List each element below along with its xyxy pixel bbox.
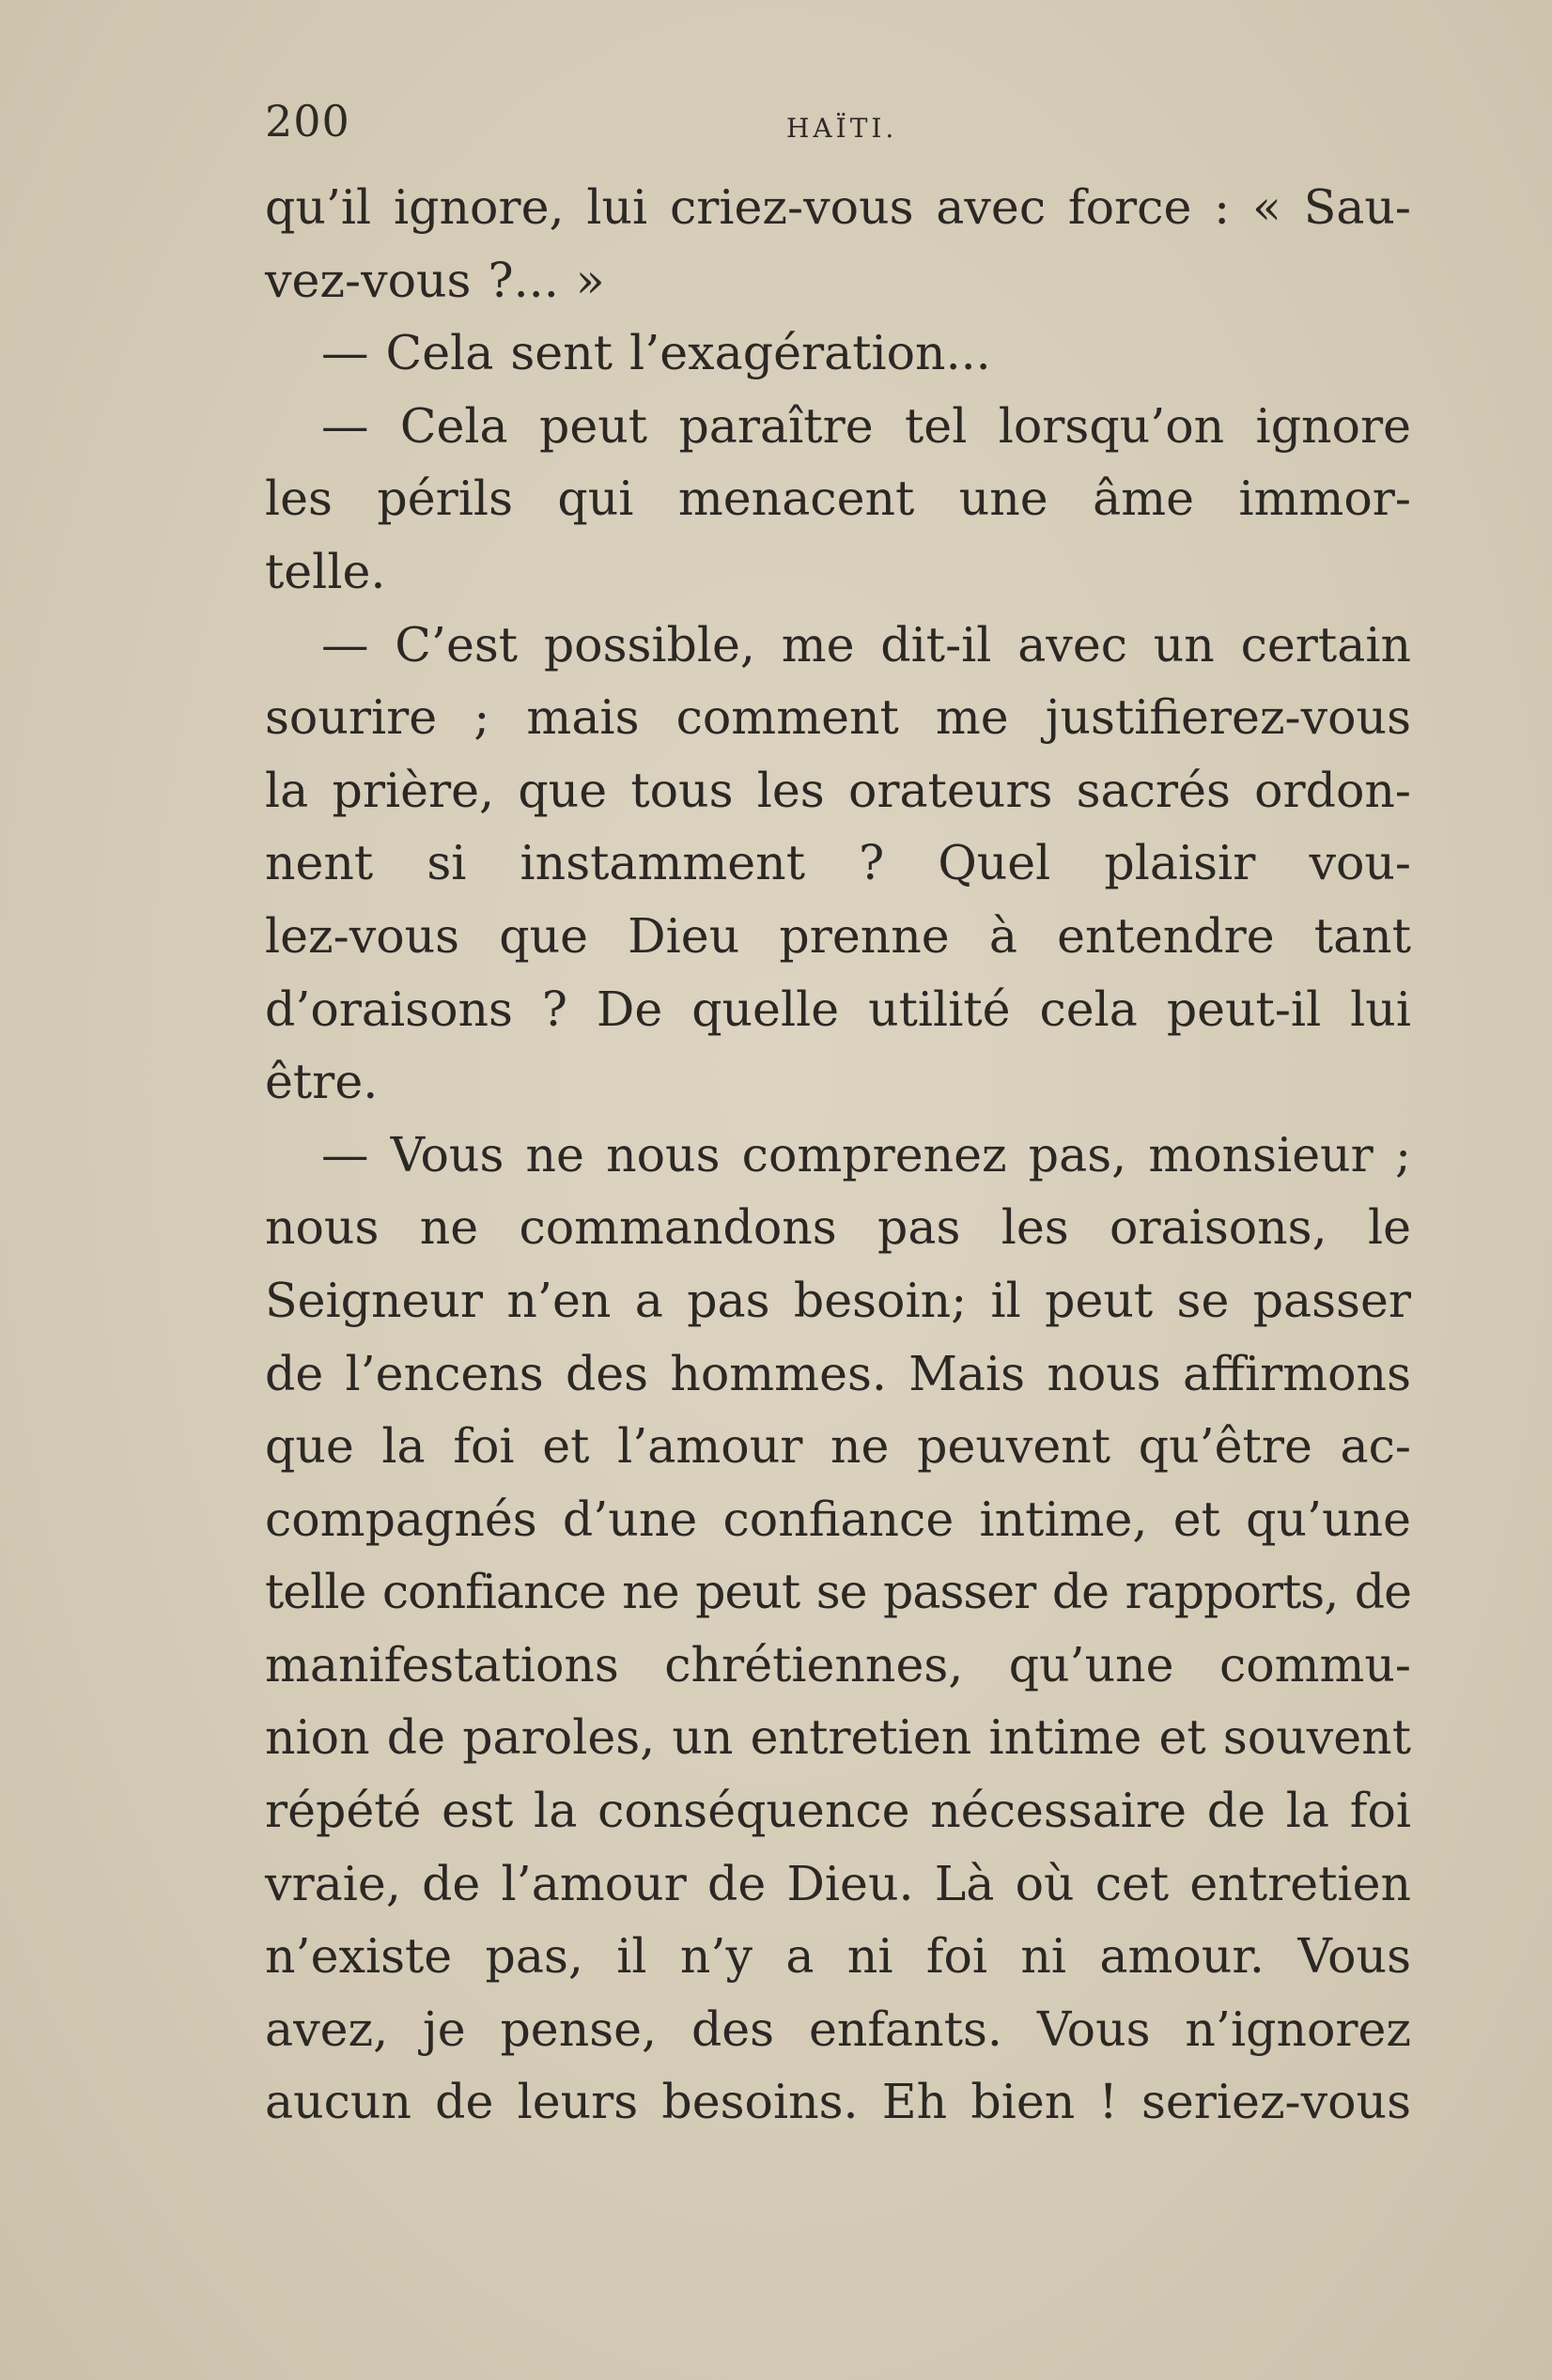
body-text bbox=[265, 171, 1411, 2139]
text-line: compagnés d’une confiance intime, et qu’une bbox=[265, 1491, 1411, 1547]
text-line: les périls qui menacent une âme immor- bbox=[265, 471, 1411, 527]
text-line: lez-vous que Dieu prenne à entendre tant bbox=[265, 907, 1411, 964]
text-line: la prière, que tous les orateurs sacrés ordon- bbox=[265, 762, 1411, 818]
text-line: — C’est possible, me dit-il avec un certain bbox=[321, 616, 1411, 672]
text-line: Seigneur n’en a pas besoin; il peut se passer bbox=[265, 1272, 1411, 1328]
text-line: — Cela sent l’exagération... bbox=[321, 325, 991, 381]
text-line: nion de paroles, un entretien intime et souvent bbox=[265, 1709, 1411, 1766]
text-line: d’oraisons ? De quelle utilité cela peut-il lui bbox=[265, 981, 1411, 1037]
page-number: 200 bbox=[265, 96, 350, 147]
running-head: HAÏTI. bbox=[786, 113, 898, 144]
text-line: telle. bbox=[265, 543, 386, 599]
text-line: être. bbox=[265, 1054, 379, 1110]
text-line: vraie, de l’amour de Dieu. Là où cet entretien bbox=[265, 1855, 1411, 1911]
text-line: — Cela peut paraître tel lorsqu’on ignore bbox=[321, 397, 1411, 454]
text-line: telle confiance ne peut se passer de rapports, de bbox=[265, 1564, 1411, 1620]
text-line: sourire ; mais comment me justifierez-vous bbox=[265, 689, 1411, 746]
text-line: nous ne commandons pas les oraisons, le bbox=[265, 1199, 1411, 1256]
page-header bbox=[265, 96, 1411, 152]
text-line: qu’il ignore, lui criez-vous avec force : « Sau- bbox=[265, 179, 1411, 235]
text-line: répété est la conséquence nécessaire de la foi bbox=[265, 1783, 1411, 1839]
text-line: de l’encens des hommes. Mais nous affirmons bbox=[265, 1345, 1411, 1401]
text-line: manifestations chrétiennes, qu’une commu- bbox=[265, 1636, 1411, 1692]
text-line: que la foi et l’amour ne peuvent qu’être ac- bbox=[265, 1418, 1411, 1475]
text-line: avez, je pense, des enfants. Vous n’ignorez bbox=[265, 2001, 1411, 2057]
text-line: aucun de leurs besoins. Eh bien ! seriez-vous bbox=[265, 2074, 1411, 2130]
text-line: nent si instamment ? Quel plaisir vou- bbox=[265, 835, 1411, 891]
text-line: n’existe pas, il n’y a ni foi ni amour. Vous bbox=[265, 1928, 1411, 1985]
text-line: vez-vous ?... » bbox=[265, 252, 605, 308]
text-line: — Vous ne nous comprenez pas, monsieur ; bbox=[321, 1126, 1411, 1182]
